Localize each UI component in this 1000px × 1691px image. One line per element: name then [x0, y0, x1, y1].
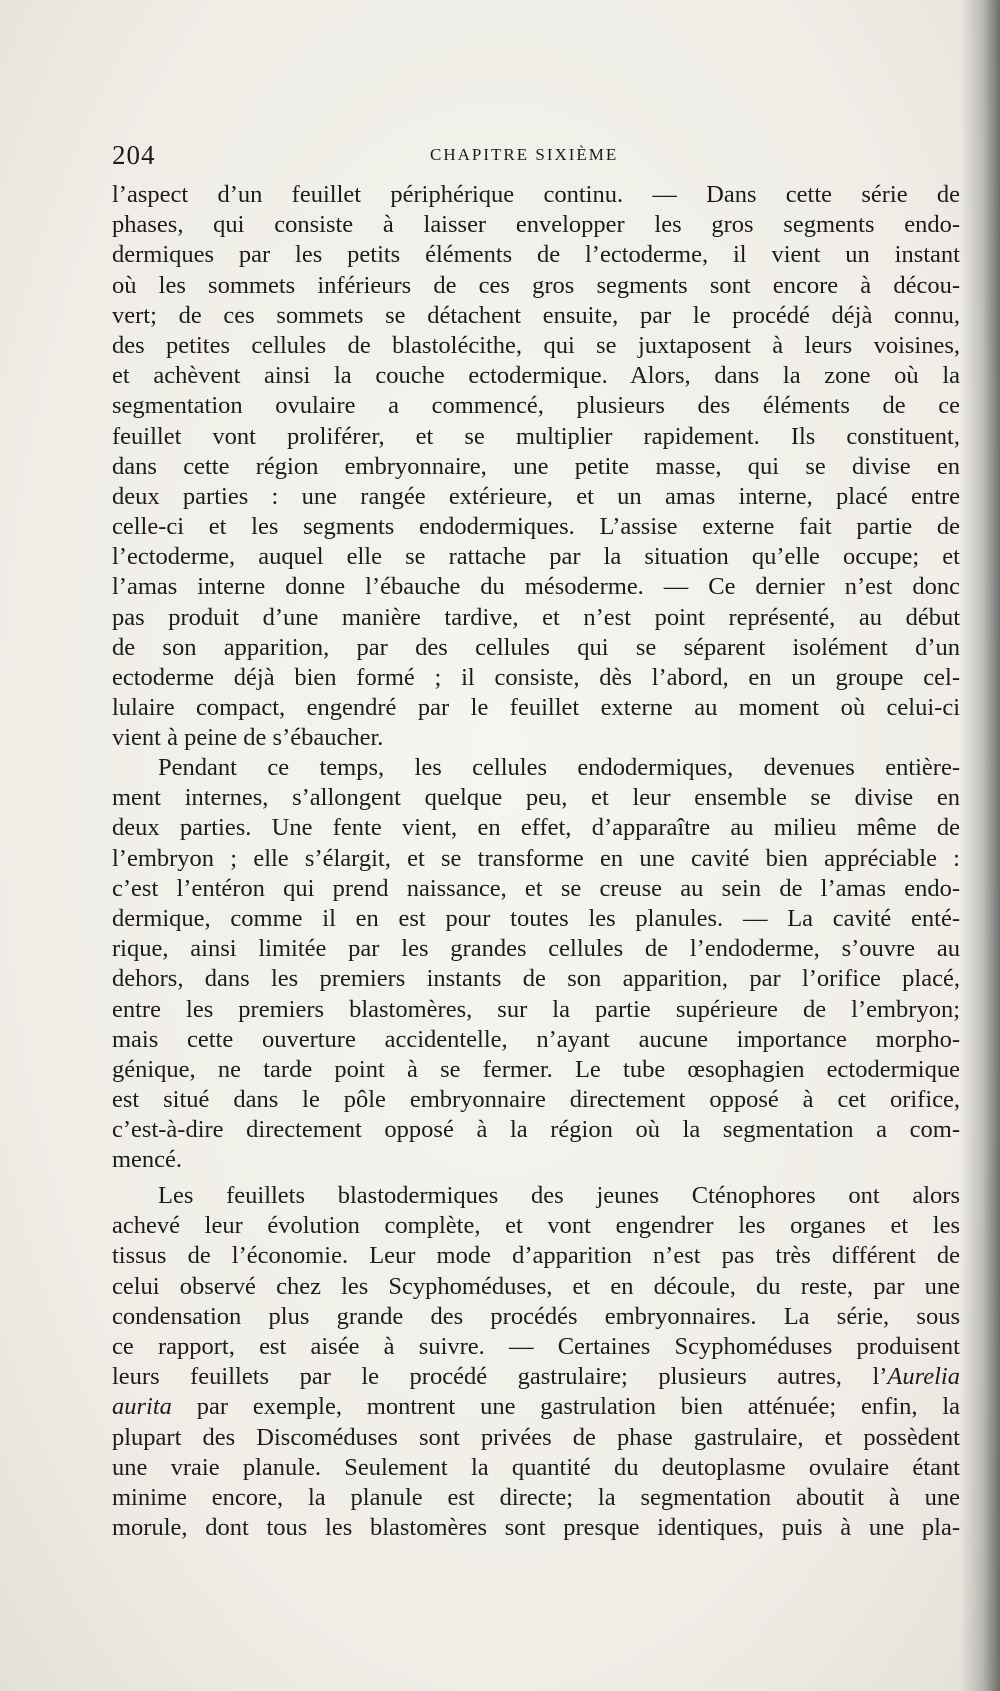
text-line: dehors, dans les premiers instants de son apparition, par l’orifice placé, [112, 965, 960, 993]
text-line: de son apparition, par des cellules qui se séparent isolément d’un [112, 633, 960, 661]
text-line: ment internes, s’allongent quelque peu, et leur ensemble se divise en [112, 784, 960, 812]
text-line: condensation plus grande des procédés embryonnaires. La série, sous [112, 1302, 960, 1330]
text-line: entre les premiers blastomères, sur la partie supérieure de l’embryon; [112, 995, 960, 1023]
text-line: dermique, comme il en est pour toutes les planules. — La cavité enté- [112, 904, 960, 932]
text-line: vient à peine de s’ébaucher. [112, 724, 384, 752]
text-line: l’ectoderme, auquel elle se rattache par la situation qu’elle occupe; et [112, 543, 960, 571]
text-line-with-italic [112, 1362, 960, 1392]
text-line: plupart des Discoméduses sont privées de phase gastrulaire, et possèdent [112, 1423, 960, 1451]
paragraph-1 [112, 180, 960, 754]
text-line: l’amas interne donne l’ébauche du mésoderme. — Ce dernier n’est donc [112, 573, 960, 601]
text-line: morule, dont tous les blastomères sont presque identiques, puis à une pla- [112, 1514, 960, 1542]
text-line: dans cette région embryonnaire, une petite masse, qui se divise en [112, 452, 960, 480]
text-line: deux parties. Une fente vient, en effet, d’apparaître au milieu même de [112, 814, 960, 842]
text-line: lulaire compact, engendré par le feuillet externe au moment où celui-ci [112, 694, 960, 722]
text-segment: leurs feuillets par le procédé gastrulaire; plusieurs autres, l’ [112, 1363, 888, 1391]
body-text [112, 180, 960, 1542]
text-line: phases, qui consiste à laisser envelopper les gros segments endo- [112, 211, 960, 239]
text-line [112, 1392, 960, 1422]
text-line: pas produit d’une manière tardive, et n’est point représenté, au début [112, 603, 960, 631]
text-line: minime encore, la planule est directe; la segmentation aboutit à une [112, 1483, 960, 1511]
text-line: mais cette ouverture accidentelle, n’ayant aucune importance morpho- [112, 1025, 960, 1053]
text-line: celle-ci et les segments endodermiques. L’assise externe fait partie de [112, 513, 960, 541]
text-line: mencé. [112, 1146, 183, 1174]
text-line: deux parties : une rangée extérieure, et un amas interne, placé entre [112, 482, 960, 510]
text-line: une vraie planule. Seulement la quantité du deutoplasme ovulaire étant [112, 1453, 960, 1481]
text-line: segmentation ovulaire a commencé, plusieurs des éléments de ce [112, 392, 960, 420]
paragraph-2 [112, 753, 960, 1176]
text-line: vert; de ces sommets se détachent ensuite, par le procédé déjà connu, [112, 301, 960, 329]
page-number: 204 [112, 140, 156, 170]
text-line: Pendant ce temps, les cellules endodermiques, devenues entière- [158, 754, 960, 781]
text-line: celui observé chez les Scyphoméduses, et en découle, du reste, par une [112, 1272, 960, 1300]
text-line: achevé leur évolution complète, et vont engendrer les organes et les [112, 1212, 960, 1240]
running-title: CHAPITRE SIXIÈME [430, 145, 619, 164]
text-segment: par exemple, montrent une gastrulation bien atténuée; enfin, la [171, 1393, 960, 1421]
text-line: est situé dans le pôle embryonnaire directement opposé à cet orifice, [112, 1086, 960, 1114]
text-line: dermiques par les petits éléments de l’ectoderme, il vient un instant [112, 241, 960, 269]
italic-term: Aurelia [887, 1363, 960, 1391]
text-line: Les feuillets blastodermiques des jeunes Cténophores ont alors [158, 1182, 960, 1209]
page-header [112, 140, 942, 174]
text-line: c’est l’entéron qui prend naissance, et se creuse au sein de l’amas endo- [112, 874, 960, 902]
binding-shadow [960, 0, 1000, 1691]
text-line: l’aspect d’un feuillet périphérique continu. — Dans cette série de [112, 181, 960, 208]
paragraph-3 [112, 1181, 960, 1543]
text-line: où les sommets inférieurs de ces gros segments sont encore à décou- [112, 271, 960, 299]
text-line: feuillet vont proliférer, et se multiplier rapidement. Ils constituent, [112, 422, 960, 450]
text-line: l’embryon ; elle s’élargit, et se transforme en une cavité bien appréciable : [112, 844, 960, 872]
text-line: tissus de l’économie. Leur mode d’apparition n’est pas très différent de [112, 1242, 960, 1270]
italic-term: aurita [112, 1393, 172, 1421]
text-line: et achèvent ainsi la couche ectodermique. Alors, dans la zone où la [112, 362, 960, 390]
text-line: c’est-à-dire directement opposé à la région où la segmentation a com- [112, 1116, 960, 1144]
text-line: génique, ne tarde point à se fermer. Le tube œsophagien ectodermique [112, 1055, 960, 1083]
text-line: des petites cellules de blastolécithe, qui se juxtaposent à leurs voisines, [112, 331, 960, 359]
text-line: ectoderme déjà bien formé ; il consiste, dès l’abord, en un groupe cel- [112, 664, 960, 691]
text-line: rique, ainsi limitée par les grandes cellules de l’endoderme, s’ouvre au [112, 935, 960, 963]
text-line: ce rapport, est aisée à suivre. — Certaines Scyphoméduses produisent [112, 1332, 960, 1360]
